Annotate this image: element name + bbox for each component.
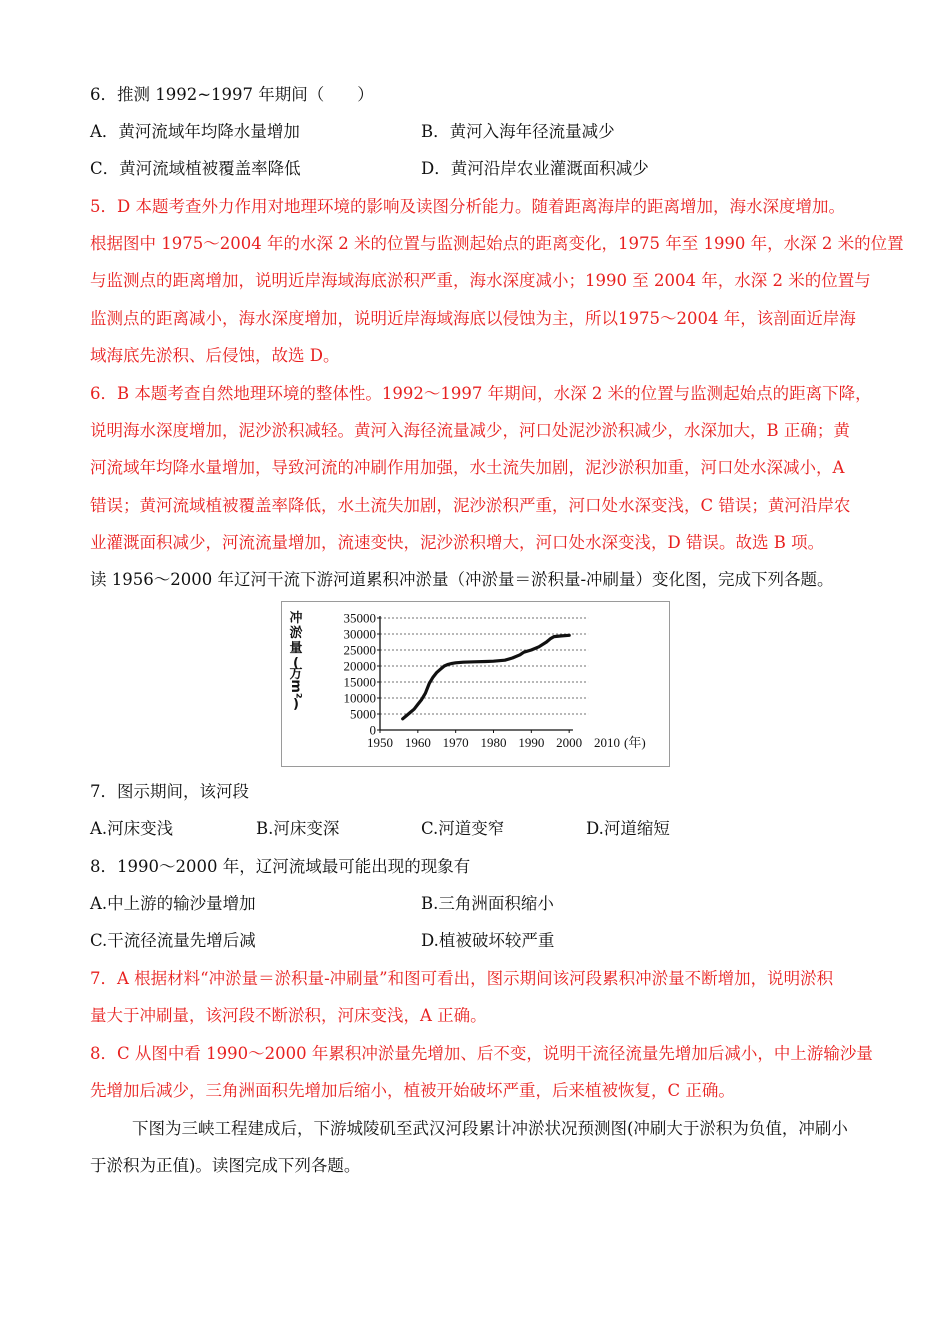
q6-stem: 6．推测 1992~1997 年期间（ ） [90,85,374,104]
y-tick-label: 5000 [350,706,376,722]
data-point [545,641,547,643]
answer5-line: 5．D 本题考查外力作用对地理环境的影响及读图分析能力。随着距离海岸的距离增加，海水深度增加。 [90,197,845,216]
y-tick-label: 15000 [343,674,376,690]
data-point [417,703,419,705]
data-point [420,698,422,700]
final-paragraph-line: 下图为三峡工程建成后，下游城陵矶至武汉河段累计冲淤状况预测图(冲刷大于淤积为负值，冲刷小 [132,1119,848,1138]
q6-option-d: D．黄河沿岸农业灌溉面积减少 [421,159,649,178]
data-point [402,718,404,720]
q7-option-c: C.河道变窄 [421,819,505,838]
q8-option-b: B.三角洲面积缩小 [421,894,554,913]
data-point [511,657,513,659]
answer7-line: 7．A 根据材料“冲淤量＝淤积量-冲刷量”和图可看出，图示期间该河段累积冲淤量不断增加，说明淤积 [90,969,834,988]
data-point [443,665,445,667]
y-axis-label-char: 万 [289,667,303,682]
y-axis-label-char: 冲 [289,611,303,626]
y-axis-label-char: 量 [289,641,303,656]
data-point [530,649,532,651]
y-axis-label-char: ) [293,697,299,712]
x-tick-label: 2000 [556,735,583,750]
data-point [553,635,555,637]
data-point [432,676,434,678]
answer8-line: 先增加后减少，三角洲面积先增加后缩小，植被开始破坏严重，后来植被恢复，C 正确。 [90,1081,735,1100]
data-point [447,663,449,665]
x-tick-label: 1980 [480,735,507,750]
data-point [538,646,540,648]
data-point [451,662,453,664]
y-tick-label: 35000 [343,610,376,626]
y-axis-label-char: ( [293,656,299,671]
data-point [485,660,487,662]
data-point [454,662,456,664]
data-point [436,671,438,673]
answer6-line: 河流域年均降水量增加，导致河流的冲刷作用加强，水土流失加剧，泥沙淤积加重，河口处水深减小，A [90,458,845,477]
answer6-line: 6．B 本题考查自然地理环境的整体性。1992～1997 年期间，水深 2 米的位置与监测起始点的距离下降， [90,384,872,403]
data-point [424,692,426,694]
answer5-line: 根据图中 1975～2004 年的水深 2 米的位置与监测起始点的距离变化，1975 年至 1990 年，水深 2 米的位置 [90,234,904,253]
data-point [409,711,411,713]
answer5-line: 监测点的距离减小，海水深度增加，说明近岸海域海底以侵蚀为主，所以1975～2004 年，该剖面近岸海 [90,309,856,328]
answer6-line: 错误；黄河流域植被覆盖率降低，水土流失加剧，泥沙淤积严重，河口处水深变浅，C 错误；黄河沿岸农 [90,496,851,515]
data-point [549,638,551,640]
y-axis-label-char: m² [288,679,303,699]
series-line [403,635,570,719]
x-tick-label: 1960 [404,735,431,750]
q6-option-b: B．黄河入海年径流量减少 [421,122,615,141]
x-tick-label: 2010 [594,735,620,750]
data-point [439,668,441,670]
y-axis-label-char: 淤 [289,626,303,641]
q7-option-a: A.河床变浅 [90,819,174,838]
data-point [560,635,562,637]
sediment-chart [281,601,670,767]
q6-option-a: A．黄河流域年均降水量增加 [90,122,300,141]
x-tick-label: 1970 [442,735,469,750]
chart-svg [282,602,669,766]
answer8-line: 8．C 从图中看 1990～2000 年累积冲淤量先增加、后不变，说明干流径流量先增加后减小，中上游输沙量 [90,1044,873,1063]
y-tick-label: 0 [369,722,376,738]
x-tick-label: 1950 [367,735,393,750]
q8-option-d: D.植被破坏较严重 [421,931,555,950]
final-paragraph-line: 于淤积为正值)。读图完成下列各题。 [90,1156,361,1175]
data-point [473,661,475,663]
y-tick-label: 10000 [343,690,376,706]
q7-option-b: B.河床变深 [256,819,340,838]
q6-option-c: C．黄河流域植被覆盖率降低 [90,159,301,178]
data-point [413,708,415,710]
answer6-line: 业灌溉面积减少，河流流量增加，流速变快，泥沙淤积增大，河口处水深变浅，D 错误。故选 B 项。 [90,533,825,552]
data-point [462,661,464,663]
q8-option-c: C.干流径流量先增后减 [90,931,256,950]
y-tick-label: 25000 [343,642,376,658]
data-point [519,654,521,656]
chart-intro: 读 1956～2000 年辽河干流下游河道累积冲淤量（冲淤量＝淤积量-冲刷量）变化图，完成下列各题。 [90,570,834,589]
data-point [405,714,407,716]
data-point [523,651,525,653]
y-tick-label: 20000 [343,658,376,674]
data-point [492,660,494,662]
data-point [568,634,570,636]
data-point [504,659,506,661]
answer5-line: 域海底先淤积、后侵蚀，故选 D。 [90,346,340,365]
q7-option-d: D.河道缩短 [586,819,670,838]
q8-stem: 8．1990～2000 年，辽河流域最可能出现的现象有 [90,857,471,876]
answer6-line: 说明海水深度增加，泥沙淤积减轻。黄河入海径流量减少，河口处泥沙淤积减少，水深加大，B 正确；黄 [90,421,850,440]
data-point [428,682,430,684]
answer7-line: 量大于冲刷量，该河段不断淤积，河床变浅，A 正确。 [90,1006,487,1025]
q7-stem: 7．图示期间，该河段 [90,782,249,801]
q8-option-a: A.中上游的输沙量增加 [90,894,256,913]
x-axis-unit: (年) [624,735,646,750]
answer5-line: 与监测点的距离增加，说明近岸海域海底淤积严重，海水深度减小；1990 至 2004 年，水深 2 米的位置与 [90,271,871,290]
x-tick-label: 1990 [518,735,545,750]
y-tick-label: 30000 [343,626,376,642]
